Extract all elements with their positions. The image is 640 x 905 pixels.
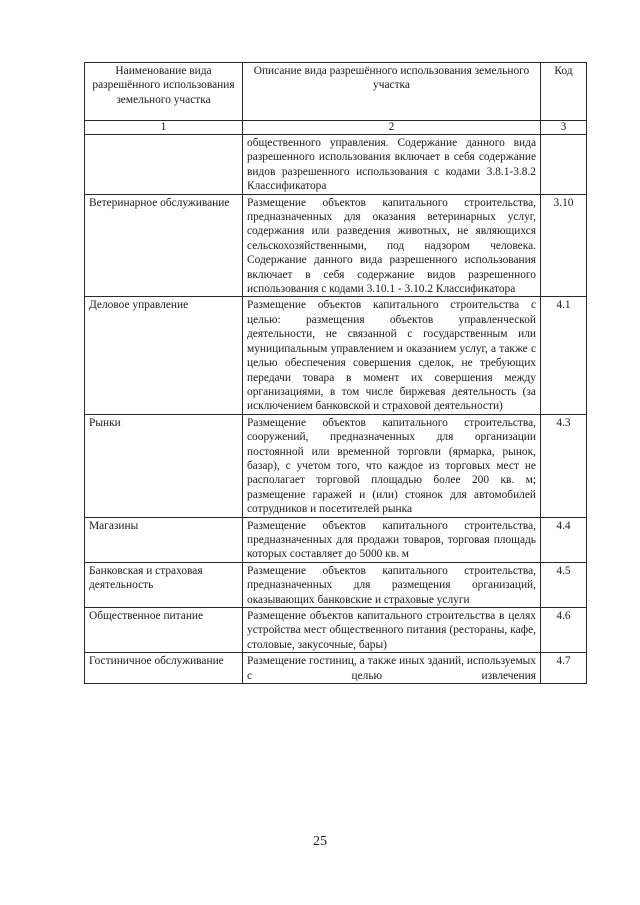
- row-name: Рынки: [85, 414, 243, 517]
- row-description: Размещение объектов капитального строительства, предназначенных для размещения организаций, оказывающих банковские и страховые услуги: [243, 562, 541, 607]
- row-code: 3.10: [541, 194, 587, 297]
- header-description: Описание вида разрешённого использования земельного участка: [243, 63, 541, 121]
- row-name: Ветеринарное обслуживание: [85, 194, 243, 297]
- row-description: Размещение объектов капитального строительства, предназначенных для оказания ветеринарных услуг, содержания или разведения животных, не являющихся сельскохозяйственными, под надзором человека. Содержание данного вида разрешенного использования включает в себя содержание видов разрешенного использования с кодами 3.10.1 - 3.10.2 Классификатора: [243, 194, 541, 297]
- header-name: Наименование вида разрешённого использования земельного участка: [85, 63, 243, 121]
- page-number: 25: [313, 834, 327, 849]
- table-header-row: [85, 63, 587, 121]
- row-code: 4.3: [541, 414, 587, 517]
- table-row: [85, 562, 587, 607]
- row-name: Гостиничное обслуживание: [85, 653, 243, 684]
- row-name: [85, 135, 243, 195]
- row-name: Банковская и страховая деятельность: [85, 562, 243, 607]
- row-name: Деловое управление: [85, 297, 243, 414]
- table-row: [85, 135, 587, 195]
- row-code: 4.4: [541, 517, 587, 562]
- row-code: 4.1: [541, 297, 587, 414]
- row-description: общественного управления. Содержание данного вида разрешенного использования включает в себя содержание видов разрешенного использования с кодами 3.8.1-3.8.2 Классификатора: [243, 135, 541, 195]
- row-name: Общественное питание: [85, 608, 243, 653]
- row-code: [541, 135, 587, 195]
- row-description-part: Размещение объектов капитального строительства, сооружений, предназначенных для организации постоянной или временной торговли (ярмарка, рынок, базар), с учетом того, что каждое из торговых мест не располагает торговой площадью более 200 кв. м;: [247, 416, 536, 487]
- row-description: [243, 414, 541, 517]
- table-row: [85, 608, 587, 653]
- column-number: 3: [541, 121, 587, 135]
- header-code: Код: [541, 63, 587, 121]
- row-code: 4.5: [541, 562, 587, 607]
- row-description: Размещение объектов капитального строительства, предназначенных для продажи товаров, торговая площадь которых составляет до 5000 кв. м: [243, 517, 541, 562]
- table-row: [85, 194, 587, 297]
- row-code: 4.6: [541, 608, 587, 653]
- column-number: 1: [85, 121, 243, 135]
- row-description-part: размещение гаражей и (или) стоянок для автомобилей сотрудников и посетителей рынка: [247, 488, 536, 516]
- table-row: [85, 414, 587, 517]
- table-row: [85, 517, 587, 562]
- row-code: 4.7: [541, 653, 587, 684]
- row-name: Магазины: [85, 517, 243, 562]
- row-description: Размещение объектов капитального строительства в целях устройства мест общественного питания (рестораны, кафе, столовые, закусочные, бары): [243, 608, 541, 653]
- column-number: 2: [243, 121, 541, 135]
- row-description: Размещение гостиниц, а также иных зданий, используемых с целью извлечения: [243, 653, 541, 684]
- table-row: [85, 653, 587, 684]
- land-use-table: [84, 62, 587, 684]
- column-number-row: [85, 121, 587, 135]
- row-description: Размещение объектов капитального строительства с целью: размещения объектов управленческой деятельности, не связанной с государственным или муниципальным управлением и оказанием услуг, а также с целью обеспечения совершения сделок, не требующих передачи товара в момент их совершения между организациями, в том числе биржевая деятельность (за исключением банковской и страховой деятельности): [243, 297, 541, 414]
- table-row: [85, 297, 587, 414]
